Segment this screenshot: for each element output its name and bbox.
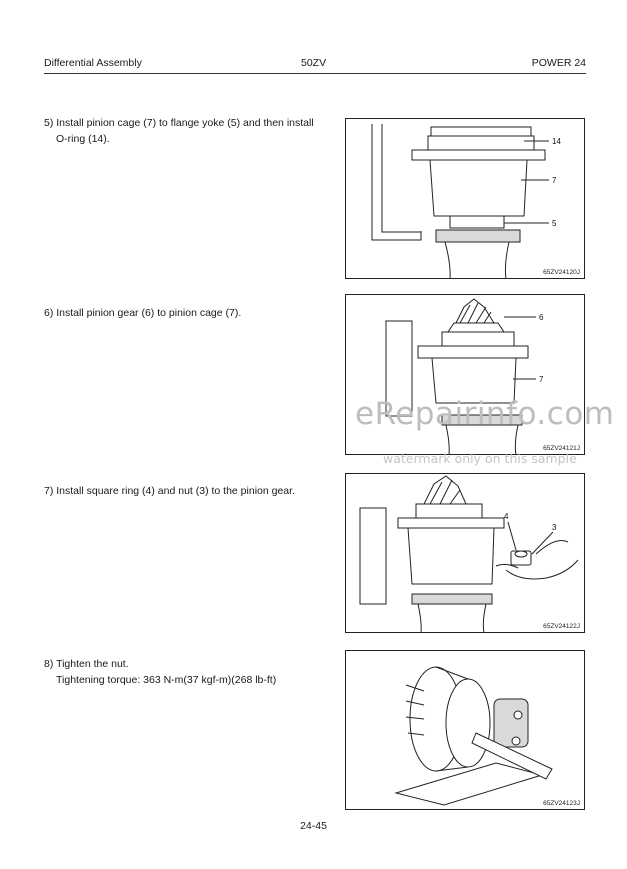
label-5: 5 <box>552 219 557 228</box>
label-6: 6 <box>539 313 544 322</box>
watermark-site: eRepairinfo.com <box>355 396 615 432</box>
figure-4-drawing <box>346 651 585 810</box>
flange-yoke-hub <box>450 216 504 228</box>
pinion-cage-body <box>430 160 527 216</box>
step-5-text <box>44 115 334 147</box>
label-3: 3 <box>552 523 557 532</box>
header-section-title: Differential Assembly <box>44 57 142 69</box>
step-5-line-2: O-ring (14). <box>56 133 110 145</box>
label-14: 14 <box>552 137 561 146</box>
cage-flange <box>412 150 545 160</box>
cage-body <box>446 679 490 767</box>
figure-pinion-cage-flange-yoke <box>345 118 585 279</box>
watermark-sample-note: watermark only on this sample <box>383 451 577 466</box>
o-ring-part <box>431 127 531 136</box>
stand-bracket <box>360 508 386 604</box>
header-divider <box>44 73 586 74</box>
step-8-text <box>44 656 334 688</box>
stand-base <box>396 763 542 805</box>
figure-square-ring-nut <box>345 473 585 633</box>
header-chapter: POWER 24 <box>531 57 586 69</box>
hand <box>496 541 578 580</box>
step-5-line-1: 5) Install pinion cage (7) to flange yoke (5) and then install <box>44 117 314 129</box>
figure-1-drawing <box>346 119 585 279</box>
figure-4-caption: 65ZV24123J <box>543 800 580 807</box>
cage-flange <box>418 346 528 358</box>
figure-1-caption: 65ZV24120J <box>543 269 580 276</box>
stand-bracket <box>372 124 421 240</box>
header-model: 50ZV <box>301 57 327 69</box>
square-ring-and-nut <box>511 551 531 565</box>
figure-3-drawing <box>346 474 585 633</box>
label-4: 4 <box>504 512 509 521</box>
step-7-text <box>44 483 334 499</box>
step-6-text <box>44 305 334 321</box>
label-7: 7 <box>552 176 557 185</box>
cage-flange <box>398 518 504 528</box>
figure-3-caption: 65ZV24122J <box>543 623 580 630</box>
flange-yoke <box>436 230 520 242</box>
page-number: 24-45 <box>300 820 327 832</box>
label-7: 7 <box>539 375 544 384</box>
pinion-cage-body <box>408 528 494 584</box>
step-6-line-1: 6) Install pinion gear (6) to pinion cage (7). <box>44 307 242 319</box>
figure-2-caption: 65ZV24121J <box>543 445 580 452</box>
wrench-socket <box>494 699 528 747</box>
step-8-line-2: Tightening torque: 363 N-m(37 kgf-m)(268 lb-ft) <box>56 674 277 686</box>
figure-tighten-nut <box>345 650 585 810</box>
pinion-gear-teeth <box>448 323 504 332</box>
step-7-line-1: 7) Install square ring (4) and nut (3) to the pinion gear. <box>44 485 295 497</box>
step-8-line-1: 8) Tighten the nut. <box>44 658 129 670</box>
